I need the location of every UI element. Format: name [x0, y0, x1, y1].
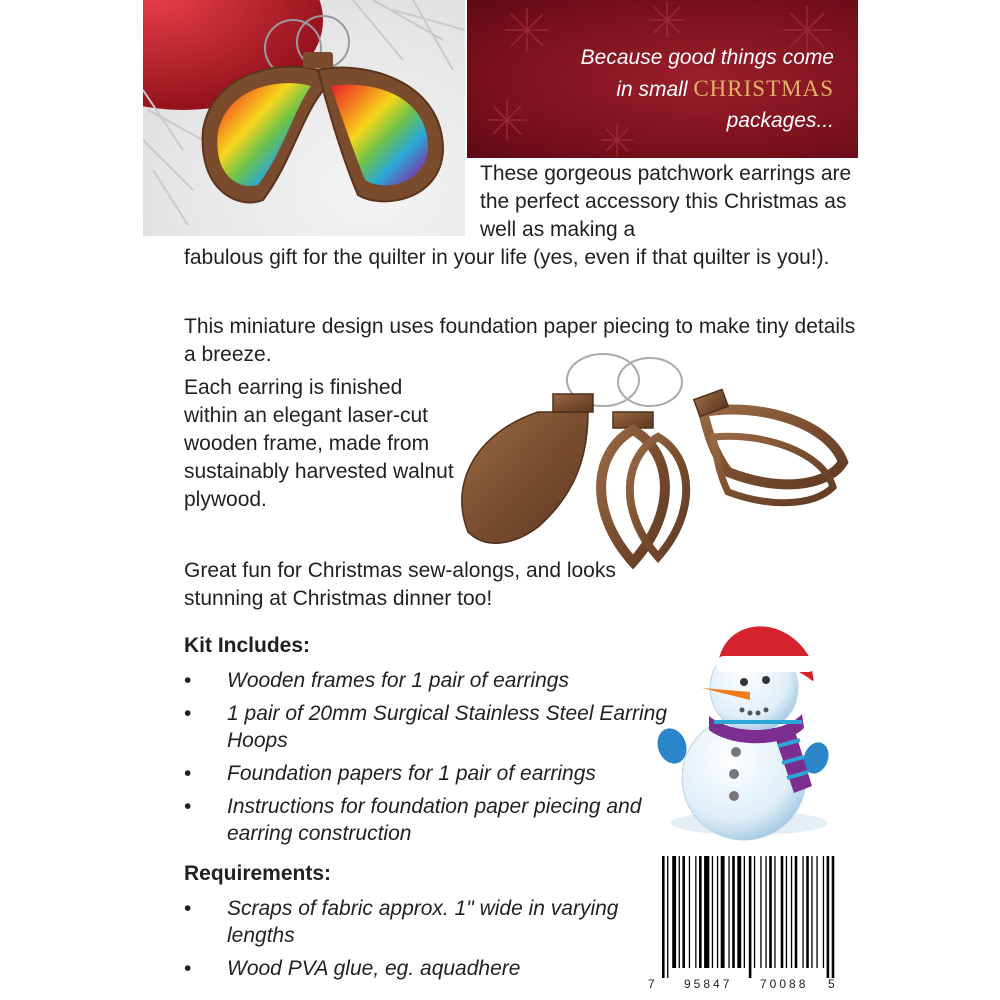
banner-line-3: packages... [726, 109, 834, 132]
banner-highlight-word: CHRISTMAS [693, 76, 834, 101]
banner-tagline [474, 42, 834, 136]
barcode-graphic [648, 856, 844, 996]
sew-along-paragraph: Great fun for Christmas sew-alongs, and looks stunning at Christmas dinner too! [184, 559, 616, 610]
kit-item-text: Wooden frames for 1 pair of earrings [227, 669, 569, 692]
requirements-list [184, 895, 624, 988]
wooden-frame-paragraph: Each earring is finished within an elegant laser-cut wooden frame, made from sustainably harvested walnut plywood. [184, 376, 454, 511]
paper-piecing-paragraph: This miniature design uses foundation paper piecing to make tiny details a breeze. [184, 315, 856, 366]
intro-paragraph-part-1: These gorgeous patchwork earrings are the perfect accessory this Christmas as well as making a [480, 162, 852, 241]
requirements-heading: Requirements: [184, 862, 332, 885]
barcode-digit-last: 5 [828, 977, 835, 991]
list-item [184, 895, 624, 949]
banner-line-2-prefix: in small [616, 78, 688, 101]
kit-item-text: 1 pair of 20mm Surgical Stainless Steel Earring Hoops [227, 702, 668, 752]
barcode-digits [648, 977, 844, 995]
list-item [184, 667, 684, 694]
bullet-icon: • [184, 897, 192, 920]
list-item [184, 955, 624, 982]
banner-line-2 [474, 73, 834, 105]
kit-item-text: Instructions for foundation paper piecing and earring construction [227, 795, 642, 845]
list-item [184, 700, 684, 754]
barcode-group-left: 95847 [684, 977, 733, 991]
bullet-icon: • [184, 762, 192, 785]
earring-photo [143, 0, 465, 236]
list-item [184, 760, 684, 787]
banner-line-1: Because good things come [580, 46, 834, 69]
bullet-icon: • [184, 669, 192, 692]
wooden-frames-illustration [428, 352, 858, 572]
intro-paragraph-part-2: fabulous gift for the quilter in your life (yes, even if that quilter is you!). [184, 246, 830, 269]
barcode-group-right: 70088 [760, 977, 809, 991]
snowman-illustration [654, 618, 834, 850]
list-item [184, 793, 684, 847]
bullet-icon: • [184, 795, 192, 818]
kit-includes-list [184, 667, 684, 853]
requirement-item-text: Scraps of fabric approx. 1" wide in varying lengths [227, 897, 619, 947]
requirement-item-text: Wood PVA glue, eg. aquadhere [227, 957, 521, 980]
kit-includes-heading: Kit Includes: [184, 634, 311, 657]
bullet-icon: • [184, 702, 192, 725]
bullet-icon: • [184, 957, 192, 980]
christmas-banner [467, 0, 858, 158]
kit-item-text: Foundation papers for 1 pair of earrings [227, 762, 596, 785]
barcode-digit-first: 7 [648, 977, 655, 991]
